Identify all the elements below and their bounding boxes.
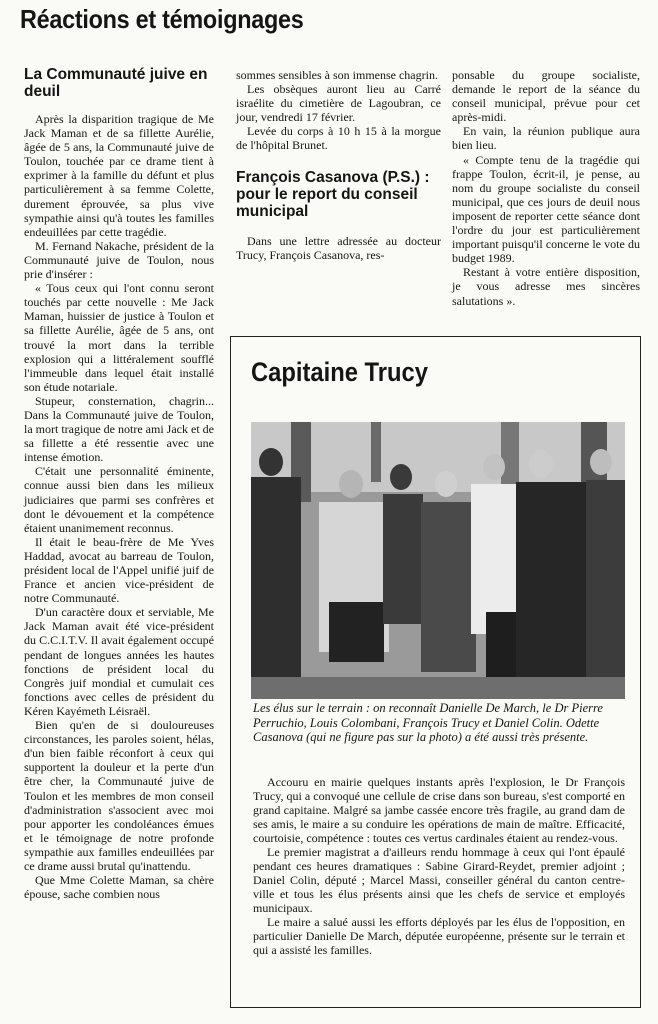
feature-title: Capitaine Trucy — [251, 357, 428, 387]
press-photo — [251, 422, 625, 699]
paragraph: Accouru en mairie quelques instants après l'explosion, le Dr François Trucy, qui a convoqué une cellule de crise dans son bureau, s'est comporté en grand capitaine. Malgré sa jambe cassée encore très fragile, au grand dam de ses amis, le maire a su conduire les opérations de main de maître. Efficacité, courtoisie, compétence : toutes ces vertus cardinales étaient au rendez-vous. — [253, 775, 625, 845]
photo-caption: Les élus sur le terrain : on reconnaît Danielle De March, le Dr Pierre Perruchio, Louis Colombani, François Trucy et Daniel Colin. Odette Casanova (qui ne figure pas sur la photo) a été aussi très présente. — [253, 701, 603, 744]
paragraph: Les obsèques auront lieu au Carré israélite du cimetière de Lagoubran, ce jour, vendredi 17 février. — [236, 82, 441, 125]
paragraph: Le premier magistrat a d'ailleurs rendu hommage à ceux qui l'ont épaulé pendant ces heures dramatiques : Sabine Girard-Reydet, premier adjoint ; Daniel Colin, député ; Marcel Massi, conseiller général du canton centre-ville et tous les élus présents ainsi que les chefs de service et employés municipaux. — [253, 845, 625, 915]
paragraph: Restant à votre entière disposition, je vous adresse mes sincères salutations ». — [452, 265, 640, 308]
article-headline-casanova: François Casanova (P.S.) : pour le report du conseil municipal — [236, 168, 430, 220]
paragraph: En vain, la réunion publique aura bien lieu. — [452, 124, 640, 153]
paragraph: sommes sensibles à son immense chagrin. — [236, 68, 438, 82]
feature-box-trucy — [230, 336, 641, 1008]
article-headline-communaute: La Communauté juive en deuil — [24, 66, 208, 100]
paragraph: Que Mme Colette Maman, sa chère épouse, sache combien nous — [24, 873, 214, 902]
article-col2 — [236, 68, 441, 262]
paragraph: « Compte tenu de la tragédie qui frappe Toulon, écrit-il, je pense, au nom du groupe socialiste du conseil municipal, que ces jours de deuil nous imposent de reporter cette séance dont l'ordre du jour est particulièrement important puisqu'il concerne le vote du budget 1989. — [452, 152, 640, 266]
paragraph: Après la disparition tragique de Me Jack Maman et de sa fillette Aurélie, âgée de 5 ans, la Communauté juive de Toulon, touchée par ce drame tient à exprimer à la famille du défunt et plus particulièrement à sa femme Colette, durement éprouvée, sa plus vive sympathie ainsi qu'à toutes les familles endeuillées par cette tragédie. — [24, 112, 214, 239]
paragraph: Levée du corps à 10 h 15 à la morgue de l'hôpital Brunet. — [236, 124, 441, 153]
article-col3 — [452, 68, 640, 308]
paragraph: Bien qu'en de si douloureuses circonstances, les paroles soient, hélas, d'un bien faible réconfort à ceux qui supportent la douleur et la perte d'un être cher, la Communauté juive de Toulon et les membres de mon conseil d'administration s'associent avec moi pour apporter les condoléances émues et le témoignage de notre profonde sympathie aux familles endeuillées par ce drame aussi brutal qu'inattendu. — [24, 718, 214, 873]
paragraph: Stupeur, consternation, chagrin... Dans la Communauté juive de Toulon, la mort tragique de notre ami Jack et de sa fillette a été ressentie avec une intense émotion. — [24, 393, 214, 465]
paragraph: D'un caractère doux et serviable, Me Jack Maman avait été vice-président du C.C.I.T.V. Il avait également occupé pendant de longues années les hautes fonctions de président local du Congrès juif mondial et cumulait ces fonctions avec celles de président du Kéren Kayémeth Léisraël. — [24, 605, 214, 718]
paragraph: Il était le beau-frère de Me Yves Haddad, avocat au barreau de Toulon, président local de l'Appel unifié juif de France et ancien vice-président de notre Communauté. — [24, 534, 214, 606]
paragraph: « Tous ceux qui l'ont connu seront touchés par cette nouvelle : Me Jack Maman, huissier de justice à Toulon et sa fillette Aurélie, âgée de 5 ans, ont trouvé la mort dans la terrible explosion qui a littéralement soufflé l'immeuble dans lequel était installé son étude notariale. — [24, 281, 214, 394]
paragraph: Le maire a salué aussi les efforts déployés par les élus de l'opposition, en particulier Danielle De March, députée européenne, présente sur le terrain et qui a assisté les familles. — [253, 915, 625, 957]
paragraph: Dans une lettre adressée au docteur Trucy, François Casanova, res- — [236, 233, 441, 262]
article-communaute-col1 — [24, 66, 214, 901]
paragraph: ponsable du groupe socialiste, demande le report de la séance du conseil municipal, prévue pour cet après-midi. — [452, 68, 640, 125]
page-title: Réactions et témoignages — [20, 4, 304, 34]
paragraph: M. Fernand Nakache, président de la Communauté juive de Toulon, nous prie d'insérer : — [24, 238, 214, 282]
feature-body — [253, 775, 625, 957]
paragraph: C'était une personnalité éminente, connue aussi bien dans les milieux judiciaires que parmi ses confrères et dont le dévouement et la compétence étaient unanimement reconnus. — [24, 464, 214, 535]
